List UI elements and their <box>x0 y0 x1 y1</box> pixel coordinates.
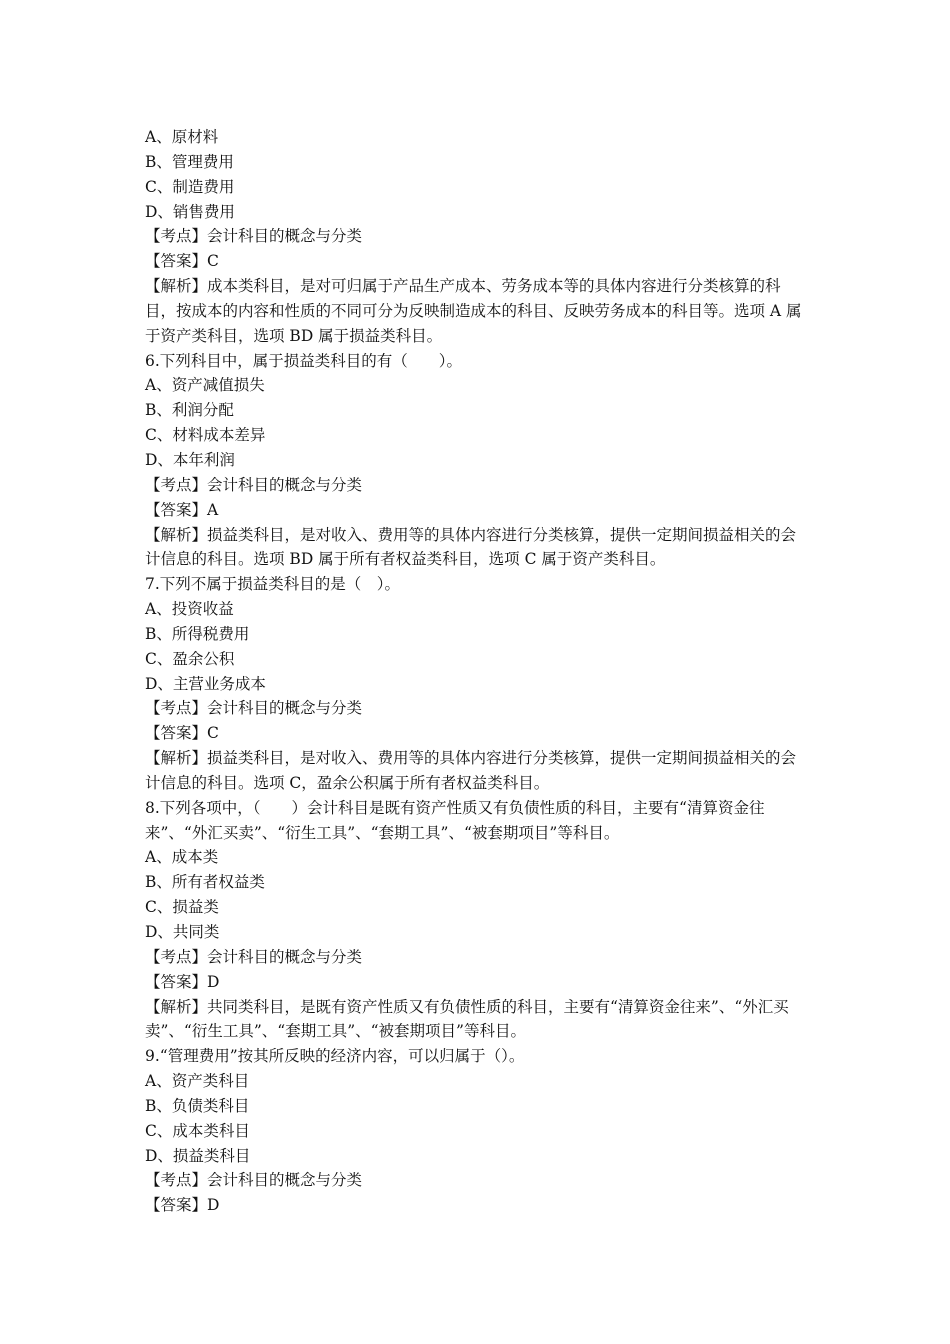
question-7: 7.下列不属于损益类科目的是（ ）。 <box>145 575 401 594</box>
option-b: B、负债类科目 <box>145 1096 250 1115</box>
option-b: B、所得税费用 <box>145 624 250 643</box>
exam-point: 【考点】会计科目的概念与分类 <box>145 947 363 966</box>
exam-point: 【考点】会计科目的概念与分类 <box>145 475 363 494</box>
answer: 【答案】C <box>145 724 219 743</box>
answer: 【答案】C <box>145 252 219 271</box>
option-a: A、成本类 <box>145 848 219 867</box>
explanation: 【解析】损益类科目，是对收入、费用等的具体内容进行分类核算，提供一定期间损益相关的会计信息的科目。选项 C，盈余公积属于所有者权益类科目。 <box>145 749 797 792</box>
option-b: B、利润分配 <box>145 401 234 420</box>
question-8: 8.下列各项中，（ ）会计科目是既有资产性质又有负债性质的科目，主要有“清算资金往来”、“外汇买卖”、“衍生工具”、“套期工具”、“被套期项目”等科目。 <box>145 798 765 842</box>
question-6: 6.下列科目中，属于损益类科目的有（ ）。 <box>145 351 463 370</box>
answer: 【答案】A <box>145 500 219 519</box>
option-c: C、盈余公积 <box>145 649 235 668</box>
document-body <box>145 125 810 1218</box>
option-a: A、投资收益 <box>145 600 234 619</box>
option-d: D、销售费用 <box>145 202 235 221</box>
exam-point: 【考点】会计科目的概念与分类 <box>145 1171 363 1190</box>
explanation: 【解析】共同类科目，是既有资产性质又有负债性质的科目，主要有“清算资金往来”、“外汇买卖”、“衍生工具”、“套期工具”、“被套期项目”等科目。 <box>145 997 789 1041</box>
answer: 【答案】D <box>145 1196 220 1215</box>
option-c: C、制造费用 <box>145 177 235 196</box>
option-b: B、管理费用 <box>145 152 234 171</box>
option-a: A、资产类科目 <box>145 1072 250 1091</box>
explanation: 【解析】成本类科目，是对可归属于产品生产成本、劳务成本等的具体内容进行分类核算的科目，按成本的内容和性质的不同可分为反映制造成本的科目、反映劳务成本的科目等。选项 A 属于资产类科目，选项 BD 属于损益类科目。 <box>145 277 802 345</box>
explanation: 【解析】损益类科目，是对收入、费用等的具体内容进行分类核算，提供一定期间损益相关的会计信息的科目。选项 BD 属于所有者权益类科目，选项 C 属于资产类科目。 <box>145 525 797 569</box>
option-b: B、所有者权益类 <box>145 873 265 892</box>
option-d: D、主营业务成本 <box>145 674 266 693</box>
option-c: C、材料成本差异 <box>145 426 266 445</box>
option-d: D、本年利润 <box>145 450 235 469</box>
option-d: D、损益类科目 <box>145 1146 251 1165</box>
option-c: C、成本类科目 <box>145 1121 250 1140</box>
question-9: 9.“管理费用”按其所反映的经济内容，可以归属于（）。 <box>145 1047 525 1066</box>
option-a: A、原材料 <box>145 128 219 146</box>
exam-point: 【考点】会计科目的概念与分类 <box>145 227 363 246</box>
option-a: A、资产减值损失 <box>145 376 265 395</box>
option-d: D、共同类 <box>145 923 220 941</box>
answer: 【答案】D <box>145 972 220 991</box>
option-c: C、损益类 <box>145 898 219 917</box>
exam-point: 【考点】会计科目的概念与分类 <box>145 699 363 718</box>
